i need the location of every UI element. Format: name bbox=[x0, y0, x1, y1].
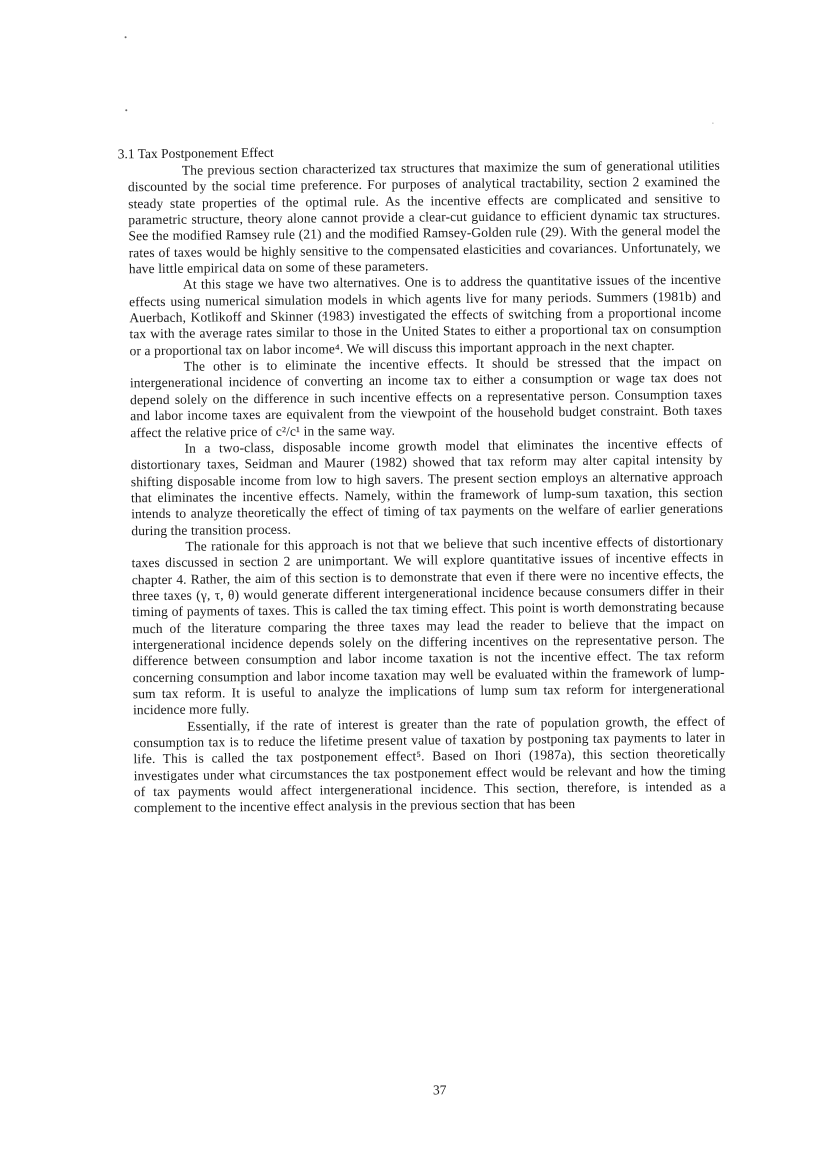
scan-speck bbox=[125, 109, 127, 111]
scan-speck bbox=[712, 123, 713, 124]
paragraph: The rationale for this approach is not that we believe that such incentive effects of distortionary taxes discussed in section 2 are unimportant. We will explore quantitative issues of incentive effects in chapter 4. Rather, the aim of this section is to demonstrate that even if there were no incentive effects, the three taxes (γ, τ, θ) would generate different intergenerational incidence because consumers differ in their timing of payments of taxes. This is called the tax timing effect. This point is worth demonstrating because much of the literature comparing the three taxes may lead the reader to believe that the impact on intergenerational incidence depends solely on the differing incentives on the representative person. The difference between consumption and labor income taxation is not the incentive effect. The tax reform concerning consumption and labor income taxation may well be evaluated within the framework of lump-sum tax reform. It is useful to analyze the implications of lump sum tax reform for intergenerational incidence more fully. bbox=[131, 533, 725, 718]
paragraph: The previous section characterized tax structures that maximize the sum of generational utilities discounted by the social time preference. For purposes of analytical tractability, section 2 examined the steady state properties of the optimal rule. As the incentive effects are complicated and sensitive to parametric structure, theory alone cannot provide a clear-cut guidance to efficient dynamic tax structures. See the modified Ramsey rule (21) and the modified Ramsey-Golden rule (29). With the general model the rates of taxes would be highly sensitive to the compensated elasticities and covariances. Unfortunately, we have little empirical data on some of these parameters. bbox=[127, 157, 721, 277]
paragraph: Essentially, if the rate of interest is greater than the rate of population growth, the effect of consumption tax is to reduce the lifetime present value of taxation by postponing tax payments to later in life. This is called the tax postponement effect⁵. Based on Ihori (1987a), this section theoretically investigates under what circumstances the tax postponement effect would be relevant and how the timing of tax payments would affect intergenerational incidence. This section, therefore, is intended as a complement to the incentive effect analysis in the previous section that has been bbox=[133, 713, 726, 816]
body-text bbox=[128, 158, 726, 817]
scan-speck bbox=[125, 36, 127, 38]
paragraph: In a two-class, disposable income growth model that eliminates the incentive effects of distortionary taxes, Seidman and Maurer (1982) showed that tax reform may alter capital intensity by shifting disposable income from low to high savers. The present section employs an alternative approach that eliminates the incentive effects. Namely, within the framework of lump-sum taxation, this section intends to analyze theoretically the effect of timing of tax payments on the welfare of earlier generations during the transition process. bbox=[130, 435, 724, 538]
paragraph: At this stage we have two alternatives. One is to address the quantitative issues of the incentive effects using numerical simulation models in which agents live for many periods. Summers (1981b) and Auerbach, Kotlikoff and Skinner (1983) investigated the effects of switching from a proportional income tax with the average rates similar to those in the United States to either a proportional tax on consumption or a proportional tax on labor income⁴. We will discuss this important approach in the next chapter. bbox=[129, 271, 722, 359]
section-heading: 3.1 Tax Postponement Effect bbox=[117, 144, 274, 162]
paragraph: The other is to eliminate the incentive effects. It should be stressed that the impact on intergenerational incidence of converting an income tax to either a consumption or wage tax does not depend solely on the difference in such incentive effects on a representative person. Consumption taxes and labor income taxes are equivalent from the viewpoint of the household budget constraint. Both taxes affect the relative price of c²/c¹ in the same way. bbox=[129, 353, 723, 440]
page-number: 37 bbox=[432, 1082, 447, 1098]
